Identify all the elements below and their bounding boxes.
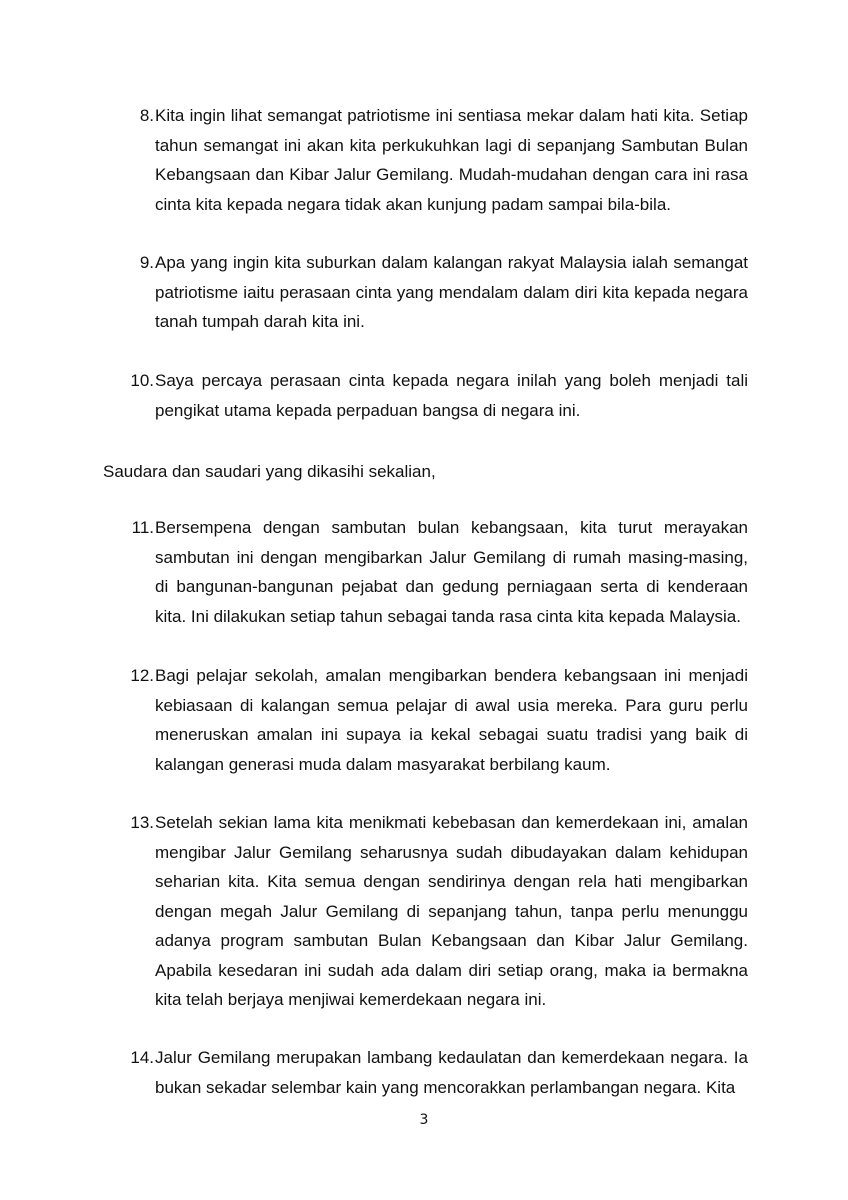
paragraph-8 xyxy=(128,101,748,219)
paragraph-number: 12. xyxy=(130,666,154,685)
paragraph-text: Bersempena dengan sambutan bulan kebangsaan, kita turut merayakan sambutan ini dengan mengibarkan Jalur Gemilang di rumah masing-masing, di bangunan-bangunan pejabat dan gedung perniagaan serta di kenderaan kita. Ini dilakukan setiap tahun sebagai tanda rasa cinta kita kepada Malaysia. xyxy=(155,518,748,626)
paragraph-text: Bagi pelajar sekolah, amalan mengibarkan bendera kebangsaan ini menjadi kebiasaan di kalangan semua pelajar di awal usia mereka. Para guru perlu meneruskan amalan ini supaya ia kekal sebagai suatu tradisi yang baik di kalangan generasi muda dalam masyarakat berbilang kaum. xyxy=(155,666,748,774)
paragraph-11 xyxy=(128,513,748,631)
paragraph-10 xyxy=(128,366,748,425)
paragraph-number: 14. xyxy=(130,1048,154,1067)
salutation: Saudara dan saudari yang dikasihi sekalian, xyxy=(103,462,436,481)
paragraph-text: Saya percaya perasaan cinta kepada negara inilah yang boleh menjadi tali pengikat utama kepada perpaduan bangsa di negara ini. xyxy=(155,371,748,420)
paragraph-number: 13. xyxy=(130,813,154,832)
paragraph-14 xyxy=(128,1043,748,1102)
paragraph-13 xyxy=(128,808,748,1015)
page-number: 3 xyxy=(419,1112,429,1128)
paragraph-number: 10. xyxy=(130,371,154,390)
paragraph-text: Setelah sekian lama kita menikmati kebebasan dan kemerdekaan ini, amalan mengibar Jalur Gemilang seharusnya sudah dibudayakan dalam kehidupan seharian kita. Kita semua dengan sendirinya dengan rela hati mengibarkan dengan megah Jalur Gemilang di sepanjang tahun, tanpa perlu menunggu adanya program sambutan Bulan Kebangsaan dan Kibar Jalur Gemilang. Apabila kesedaran ini sudah ada dalam diri setiap orang, maka ia bermakna kita telah berjaya menjiwai kemerdekaan negara ini. xyxy=(155,813,748,1009)
paragraph-12 xyxy=(128,661,748,779)
paragraph-number: 8. xyxy=(139,106,154,125)
paragraph-text: Apa yang ingin kita suburkan dalam kalangan rakyat Malaysia ialah semangat patriotisme iaitu perasaan cinta yang mendalam dalam diri kita kepada negara tanah tumpah darah kita ini. xyxy=(155,253,748,331)
paragraph-text: Kita ingin lihat semangat patriotisme ini sentiasa mekar dalam hati kita. Setiap tahun semangat ini akan kita perkukuhkan lagi di sepanjang Sambutan Bulan Kebangsaan dan Kibar Jalur Gemilang. Mudah-mudahan dengan cara ini rasa cinta kita kepada negara tidak akan kunjung padam sampai bila-bila. xyxy=(155,106,748,214)
paragraph-text: Jalur Gemilang merupakan lambang kedaulatan dan kemerdekaan negara. Ia bukan sekadar selembar kain yang mencorakkan perlambangan negara. Kita xyxy=(155,1048,748,1097)
paragraph-number: 9. xyxy=(139,253,154,272)
paragraph-9 xyxy=(128,248,748,337)
paragraph-number: 11. xyxy=(131,518,154,537)
